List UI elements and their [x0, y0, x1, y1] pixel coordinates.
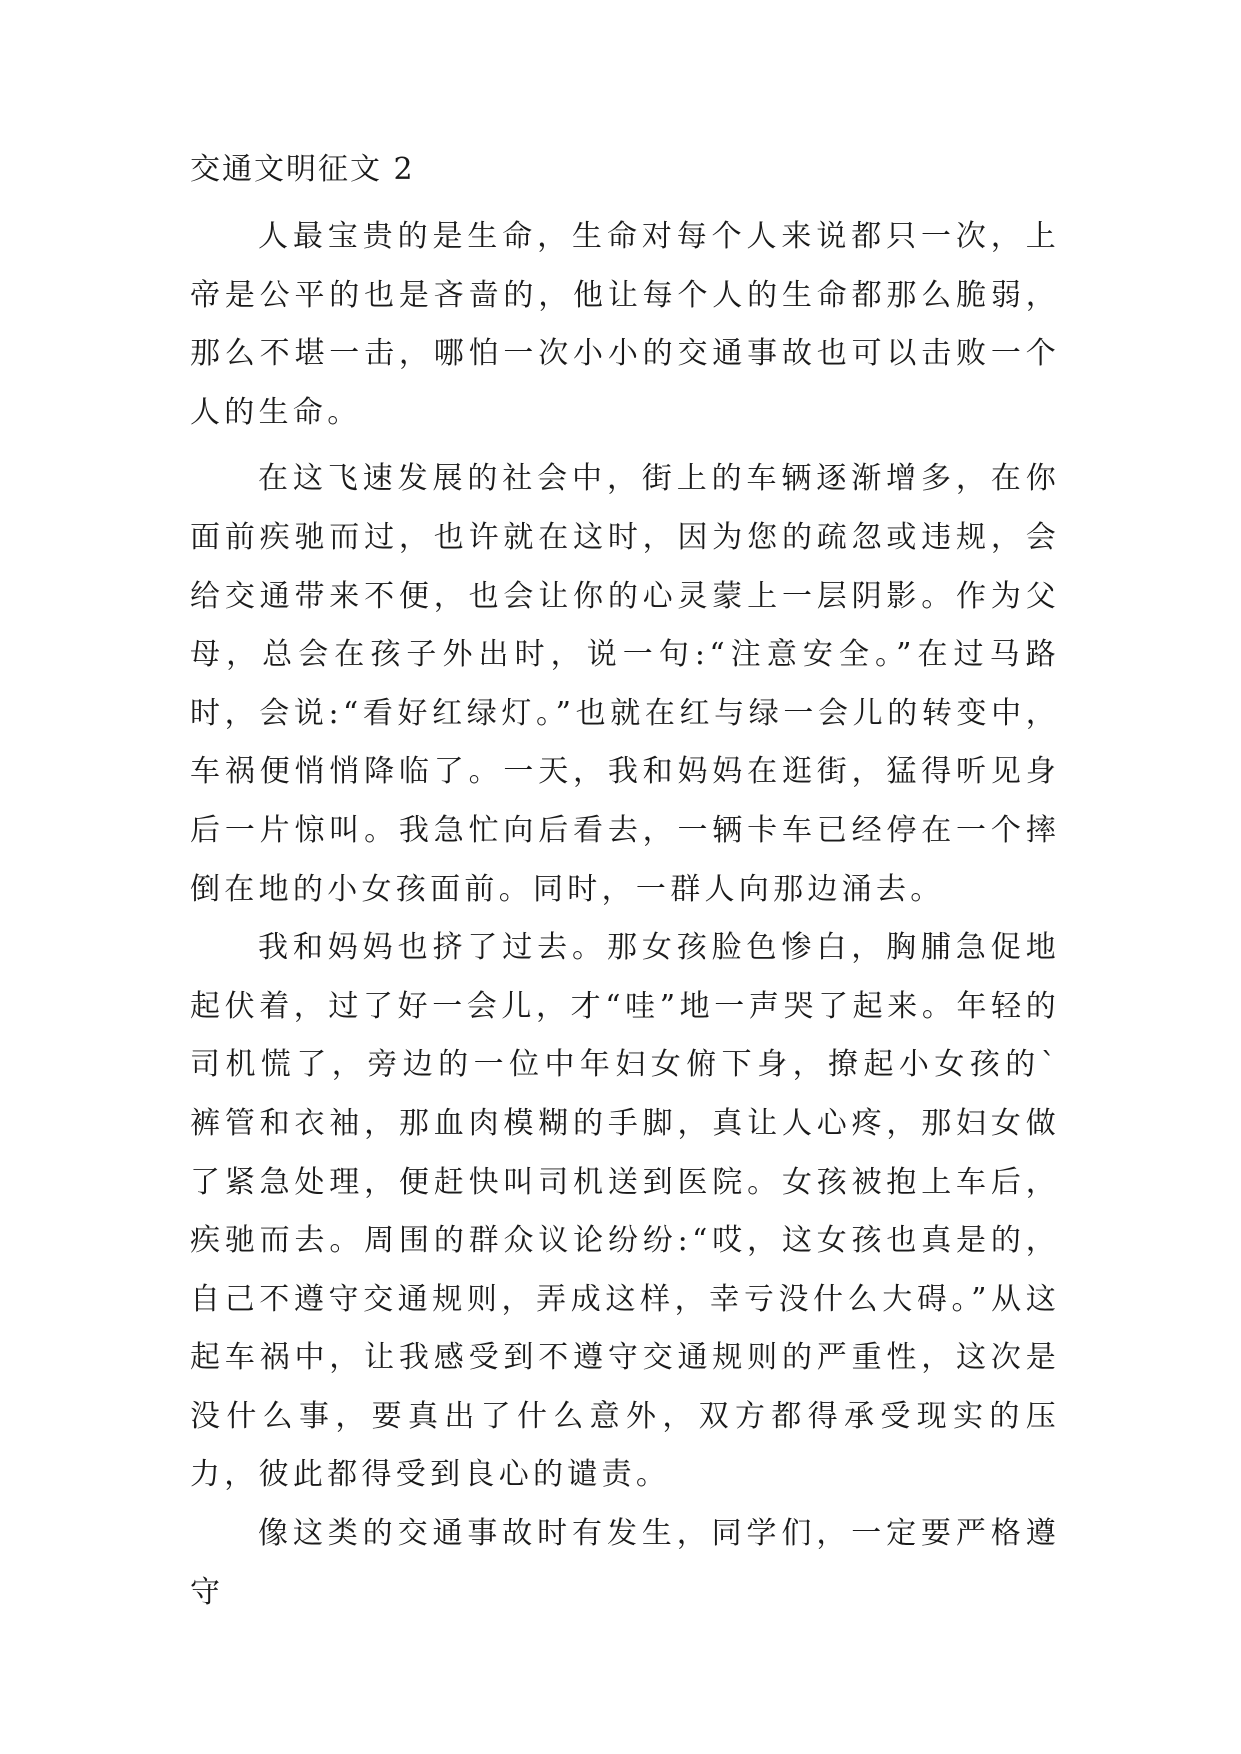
document-body: [190, 150, 1060, 1622]
paragraph-3: 我和妈妈也挤了过去。那女孩脸色惨白，胸脯急促地起伏着，过了好一会儿，才“哇”地一声哭了起来。年轻的司机慌了，旁边的一位中年妇女俯下身，撩起小女孩的`裤管和衣袖，那血肉模糊的手脚，真让人心疼，那妇女做了紧急处理，便赶快叫司机送到医院。女孩被抱上车后，疾驰而去。周围的群众议论纷纷:“哎，这女孩也真是的，自己不遵守交通规则，弄成这样，幸亏没什么大碍。”从这起车祸中，让我感受到不遵守交通规则的严重性，这次是没什么事，要真出了什么意外，双方都得承受现实的压力，彼此都得受到良心的谴责。: [190, 930, 1060, 1493]
paragraph-4: 像这类的交通事故时有发生，同学们，一定要严格遵守: [190, 1516, 1060, 1610]
document-title: 交通文明征文 2: [190, 152, 415, 187]
paragraph-2: 在这飞速发展的社会中，街上的车辆逐渐增多，在你面前疾驰而过，也许就在这时，因为您的疏忽或违规，会给交通带来不便，也会让你的心灵蒙上一层阴影。作为父母，总会在孩子外出时，说一句:“注意安全。”在过马路时，会说:“看好红绿灯。”也就在红与绿一会儿的转变中，车祸便悄悄降临了。一天，我和妈妈在逛街，猛得听见身后一片惊叫。我急忙向后看去，一辆卡车已经停在一个摔倒在地的小女孩面前。同时，一群人向那边涌去。: [190, 461, 1060, 907]
paragraph-1: 人最宝贵的是生命，生命对每个人来说都只一次，上帝是公平的也是吝啬的，他让每个人的生命都那么脆弱，那么不堪一击，哪怕一次小小的交通事故也可以击败一个人的生命。: [190, 219, 1060, 430]
